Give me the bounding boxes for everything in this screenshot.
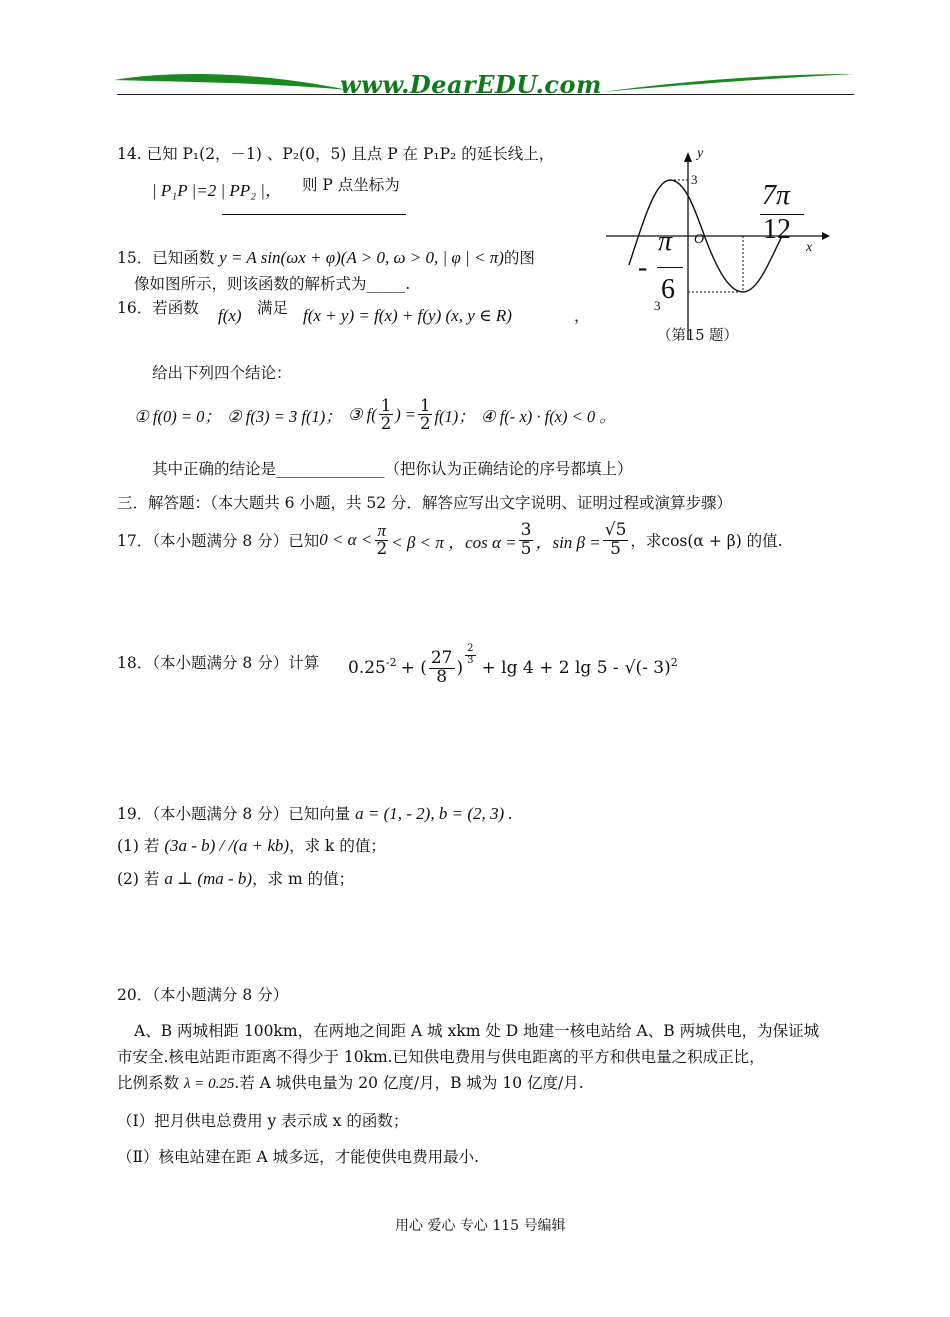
q19-p1-formula: (3a - b) / /(a + kb) [164,836,290,855]
q14-answer-blank [222,214,406,215]
q18-exp2-num: 2 [467,643,474,655]
q16-fraction-b-den: 2 [419,414,431,434]
q16-conclusion-3-suffix: f(1)； [434,406,475,426]
graph-origin: O [694,232,705,247]
q16-conclusion-4: ④ f(- x) · f(x) < 0 。 [480,406,616,426]
q20-para1: A、B 两城相距 100km，在两地之间距 A 城 xkm 处 D 地建一核电站给 A、B 两城供电，为保证城 [134,1022,820,1040]
q15-line2: 像如图所示，则该函数的解析式为_____. [134,275,411,293]
q17-frac-pi-2 [374,522,389,559]
graph-left-numerator: π [658,226,673,257]
q17-sin: ，sin β = [535,532,601,552]
graph-left-fraction-bar [657,267,683,268]
q20-para3 [117,1071,584,1093]
q20-para3-prefix: 比例系数 [117,1074,180,1092]
q16-conclusion-3-prefix: ③ f( [347,404,377,424]
q15-prefix: 15．已知函数 [117,249,215,267]
q18-base1: 0.25 [348,658,386,679]
q16-fraction-a [379,397,394,433]
q17-prefix: 17．（本小题满分 8 分）已知 [117,532,320,551]
q18-exp2 [465,644,475,666]
q16-middle: 满足 [257,299,289,317]
q17-ineq: 0 < α < [319,530,373,550]
q16-fx: f(x) [218,306,242,325]
q18-num: 27 [430,648,453,668]
q16-fraction-b-num: 1 [419,396,431,415]
q18-prefix: 18．（本小题满分 8 分）计算 [117,654,320,672]
q17-line [117,522,783,559]
q16-answer-line: 其中正确的结论是______________（把你认为正确结论的序号都填上） [152,460,633,478]
q16-end: ， [574,307,590,325]
q16-prefix: 16．若函数 [117,299,199,317]
graph-right-denominator: 12 [763,214,791,245]
q14-line2: 则 P 点坐标为 [302,176,400,194]
graph-minus-sign: - [638,252,648,283]
q18-frac-27-8 [429,650,455,687]
graph-y-bottom: 3 [654,298,661,313]
q19-p1-prefix: (1) 若 [117,837,160,855]
q17-frac-5: 5 [520,538,532,559]
x-axis-arrow-icon [822,232,830,240]
q20-part1: （Ⅰ）把月供电总费用 y 表示成 x 的函数； [117,1112,409,1130]
q19-p1-suffix: ，求 k 的值； [289,837,386,855]
graph-y-label: y [697,146,704,161]
q18-rest: + lg 4 + 2 lg 5 - [481,658,619,679]
q16-conclusion-2: ② f(3) = 3 f(1)； [226,406,342,426]
q15-suffix: 的图 [503,249,535,267]
q16-conclusions [134,397,616,433]
q17-frac-2: 2 [376,538,388,559]
q19-part1 [117,834,386,856]
q16-fraction-a-den: 2 [380,414,392,434]
q19-p2-formula: a ⊥ (ma - b) [164,869,253,888]
figure-15-graph [600,140,830,350]
q18-plus1: + ( [400,658,427,679]
q15-line1 [117,246,535,268]
q19-p2-suffix: ，求 m 的值； [252,870,355,888]
graph-left-denominator: 6 [661,274,675,305]
q16-equation: f(x + y) = f(x) + f(y) (x, y ∈ R) [303,306,512,325]
q15-formula: y = A sin(ωx + φ)(A > 0, ω > 0, | φ | < π) [219,248,504,267]
q18-exp2-den: 3 [467,654,474,666]
q17-ineq2: < β < π ，cos α = [391,532,517,552]
graph-right-numerator: 7π [762,180,791,211]
q18-root-exp: 2 [670,655,678,669]
q16-conclusion-1: ① f(0) = 0； [134,406,221,426]
q19-part2 [117,867,354,889]
q18-den: 8 [436,666,448,687]
q17-frac-3-5 [519,522,534,559]
header-rule [117,94,854,95]
q19-p2-prefix: (2) 若 [117,870,160,888]
q16-given: 给出下列四个结论： [152,364,292,382]
q20-title: 20．（本小题满分 8 分） [117,986,289,1004]
q19-prefix: 19．（本小题满分 8 分）已知向量 [117,805,351,823]
q16-fraction-b [418,397,433,433]
q16-conclusion-3-mid: ) = [395,404,416,424]
q19-line1 [117,802,513,824]
q18-expression [348,643,678,687]
section3-heading: 三．解答题：（本大题共 6 小题，共 52 分．解答应写出文字说明、证明过程或演算步骤） [117,494,733,512]
q20-para2: 市安全.核电站距市距离不得少于 10km.已知供电费用与供电距离的平方和供电量之积成正比， [117,1048,765,1066]
q19-vectors: a = (1, - 2), b = (2, 3) . [355,804,513,823]
q17-frac-sqrt5: √5 [604,520,627,540]
q17-frac-sqrt5-5 [603,522,629,559]
y-axis-arrow-icon [684,152,692,162]
q14-condition: | P₁P |=2 | PP₂ |， [152,181,282,200]
header-swoosh-left [112,68,352,94]
q17-end: ，求cos(α + β) 的值. [630,532,783,551]
q18-root: √(- 3) [624,658,671,679]
page-footer: 用心 爱心 专心 115 号编辑 [395,1218,566,1234]
q17-frac-pi: π [377,521,386,540]
q18-close: ) [456,658,464,679]
header-swoosh-right [600,70,856,94]
q16-fraction-a-num: 1 [380,396,392,415]
figure-15-caption: （第15 题） [657,328,739,344]
q18-exp1: -2 [385,655,397,669]
q20-lambda: λ = 0.25 [183,1076,235,1092]
q17-frac-5b: 5 [610,538,621,559]
q14-line1: 14. 已知 P₁(2，－1) 、P₂(0，5) 且点 P 在 P₁P₂ 的延长线上， [117,145,555,163]
site-logo: www.DearEDU.com [340,70,602,99]
q20-part2: （Ⅱ）核电站建在距 A 城多远，才能使供电费用最小. [117,1148,480,1166]
graph-x-label: x [806,240,813,255]
q17-frac-3: 3 [520,520,532,540]
graph-y-top: 3 [691,172,698,187]
q20-para3-suffix: .若 A 城供电量为 20 亿度/月，B 城为 10 亿度/月. [234,1074,584,1092]
